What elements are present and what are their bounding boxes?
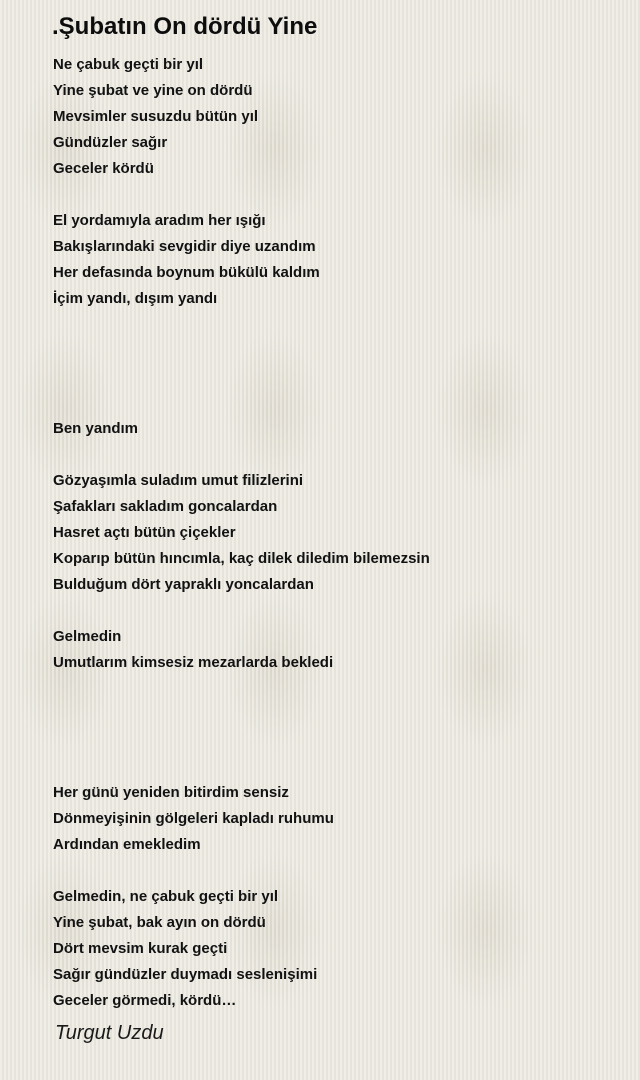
poem-line: Gözyaşımla suladım umut filizlerini	[53, 472, 304, 489]
poem-line: Gündüzler sağır	[53, 134, 168, 151]
poem-line: Sağır gündüzler duymadı seslenişimi	[53, 966, 318, 983]
poem-title: .Şubatın On dördü Yine	[52, 13, 318, 40]
poem-line: İçim yandı, dışım yandı	[53, 290, 218, 307]
stanza-gap	[53, 442, 613, 468]
poem-line: Geceler kördü	[53, 160, 154, 177]
poem-line: Yine şubat, bak ayın on dördü	[53, 914, 266, 931]
stanza-gap	[53, 676, 613, 780]
poem-line: Dört mevsim kurak geçti	[53, 940, 228, 957]
poem-line: Şafakları sakladım goncalardan	[53, 498, 278, 515]
stanza-gap	[53, 312, 613, 416]
stanza-gap	[53, 182, 613, 208]
stanza-6	[53, 780, 613, 858]
poem-line: Her günü yeniden bitirdim sensiz	[53, 784, 289, 801]
poem-line: Her defasında boynum bükülü kaldım	[53, 264, 320, 281]
poem-line: Yine şubat ve yine on dördü	[53, 82, 253, 99]
poem-line: Umutlarım kimsesiz mezarlarda bekledi	[53, 654, 334, 671]
poem-line: Gelmedin	[53, 628, 122, 645]
poem-line: Ardından emekledim	[53, 836, 201, 853]
poem-line: Gelmedin, ne çabuk geçti bir yıl	[53, 888, 279, 905]
stanza-1	[53, 52, 613, 182]
poem-author: Turgut Uzdu	[55, 1022, 164, 1044]
stanza-5	[53, 624, 613, 676]
poem-line: Dönmeyişinin gölgeleri kapladı ruhumu	[53, 810, 334, 827]
stanza-gap	[53, 858, 613, 884]
poem-body	[53, 52, 613, 1014]
poem-line: Geceler görmedi, kördü…	[53, 992, 237, 1009]
stanza-4	[53, 468, 613, 598]
poem-line: Ben yandım	[53, 420, 139, 437]
poem-line: Koparıp bütün hıncımla, kaç dilek diledim bilemezsin	[53, 550, 430, 567]
poem-line: Bakışlarındaki sevgidir diye uzandım	[53, 238, 316, 255]
stanza-2	[53, 208, 613, 312]
poem-line: Bulduğum dört yapraklı yoncalardan	[53, 576, 314, 593]
poem-line: Hasret açtı bütün çiçekler	[53, 524, 236, 541]
poem-line: Ne çabuk geçti bir yıl	[53, 56, 204, 73]
stanza-7	[53, 884, 613, 1014]
stanza-3	[53, 416, 613, 442]
stanza-gap	[53, 598, 613, 624]
poem-line: Mevsimler susuzdu bütün yıl	[53, 108, 259, 125]
poem-line: El yordamıyla aradım her ışığı	[53, 212, 266, 229]
